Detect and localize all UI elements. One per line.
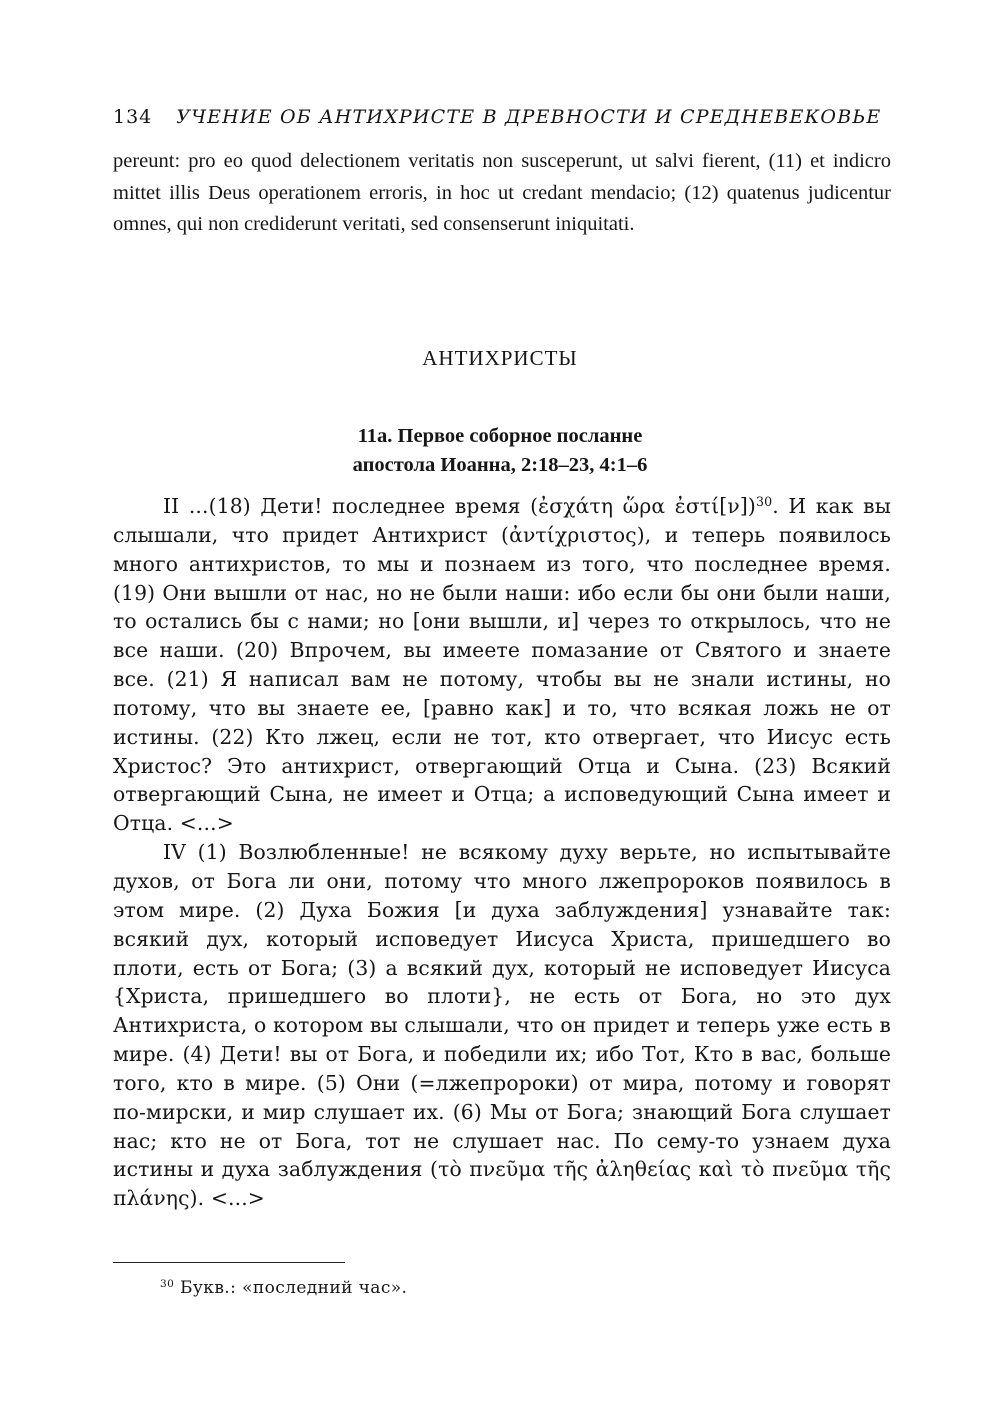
body-text xyxy=(113,492,891,1213)
subheading-line-1: 11а. Первое соборное посланне xyxy=(357,425,643,447)
paragraph-chapter-ii xyxy=(113,492,891,838)
chapter-ii-text-rest: . И как вы слышали, что придет Антихрист (ἀντίχριστος), и теперь появилось много антихристов, то мы и познаем из того, что последнее время. (19) Они вышли от нас, но не были наши: ибо если бы они были наши, то остались бы с нами; но [они вышли, и] через то открылось, что не все наши. (20) Впрочем, вы имеете помазание от Святого и знаете все. (21) Я написал вам не потому, чтобы вы не знали истины, но потому, что вы знаете ее, [равно как] и то, что всякая ложь не от истины. (22) Кто лжец, если не тот, кто отвергает, что Иисус есть Христос? Это антихрист, отвергающий Отца и Сына. (23) Всякий отвергающий Сына, не имеет и Отца; а исповедующий Сына имеет и Отца. <...> xyxy=(113,494,891,836)
page-number: 134 xyxy=(113,106,153,128)
footnote-divider xyxy=(113,1262,345,1263)
subheading-line-2: апостола Иоанна, 2:18–23, 4:1–6 xyxy=(352,454,648,476)
paragraph-chapter-iv: IV (1) Возлюбленные! не всякому духу верьте, но испытывайте духов, от Бога ли они, потому что много лжепророков появилось в этом мире. (2) Духа Божия [и духа заблуждения] узнавайте так: всякий дух, который исповедует Иисуса Христа, пришедшего во плоти, есть от Бога; (3) а всякий дух, который не исповедует Иисуса {Христа, пришедшего во плоти}, не есть от Бога, но это дух Антихриста, о котором вы слышали, что он придет и теперь уже есть в мире. (4) Дети! вы от Бога, и победили их; ибо Тот, Кто в вас, больше того, кто в мире. (5) Они (=лжепророки) от мира, потому и говорят по-мирски, и мир слушает их. (6) Мы от Бога; знающий Бога слушает нас; кто не от Бога, тот не слушает нас. По сему-то узнаем духа истины и духа заблуждения (τὸ πνεῦμα τῆς ἀληθείας καὶ τὸ πνεῦμα τῆς πλάνης). <...> xyxy=(113,840,891,1211)
running-title: УЧЕНИЕ ОБ АНТИХРИСТЕ В ДРЕВНОСТИ И СРЕДНЕВЕКОВЬЕ xyxy=(176,106,882,128)
footnote-text: Букв.: «последний час». xyxy=(174,1278,408,1298)
chapter-ii-text-start: II ...(18) Дети! последнее время (ἐσχάτη ὥρα ἐστί[ν]) xyxy=(163,494,756,518)
section-title: АНТИХРИСТЫ xyxy=(422,346,578,370)
latin-paragraph: pereunt: pro eo quod delectionem veritatis non susceperunt, ut salvi fierent, (11) et indicro mittet illis Deus operationem erroris, in hoc ut credant mendacio; (12) quatenus judicentur omnes, qui non crediderunt veritati, sed consenserunt iniquitati. xyxy=(113,150,891,235)
running-head xyxy=(113,104,893,130)
footnote-number: 30 xyxy=(160,1278,175,1291)
footnote xyxy=(160,1276,860,1300)
footnote-reference[interactable]: 30 xyxy=(755,494,773,510)
subheading xyxy=(0,422,1000,480)
